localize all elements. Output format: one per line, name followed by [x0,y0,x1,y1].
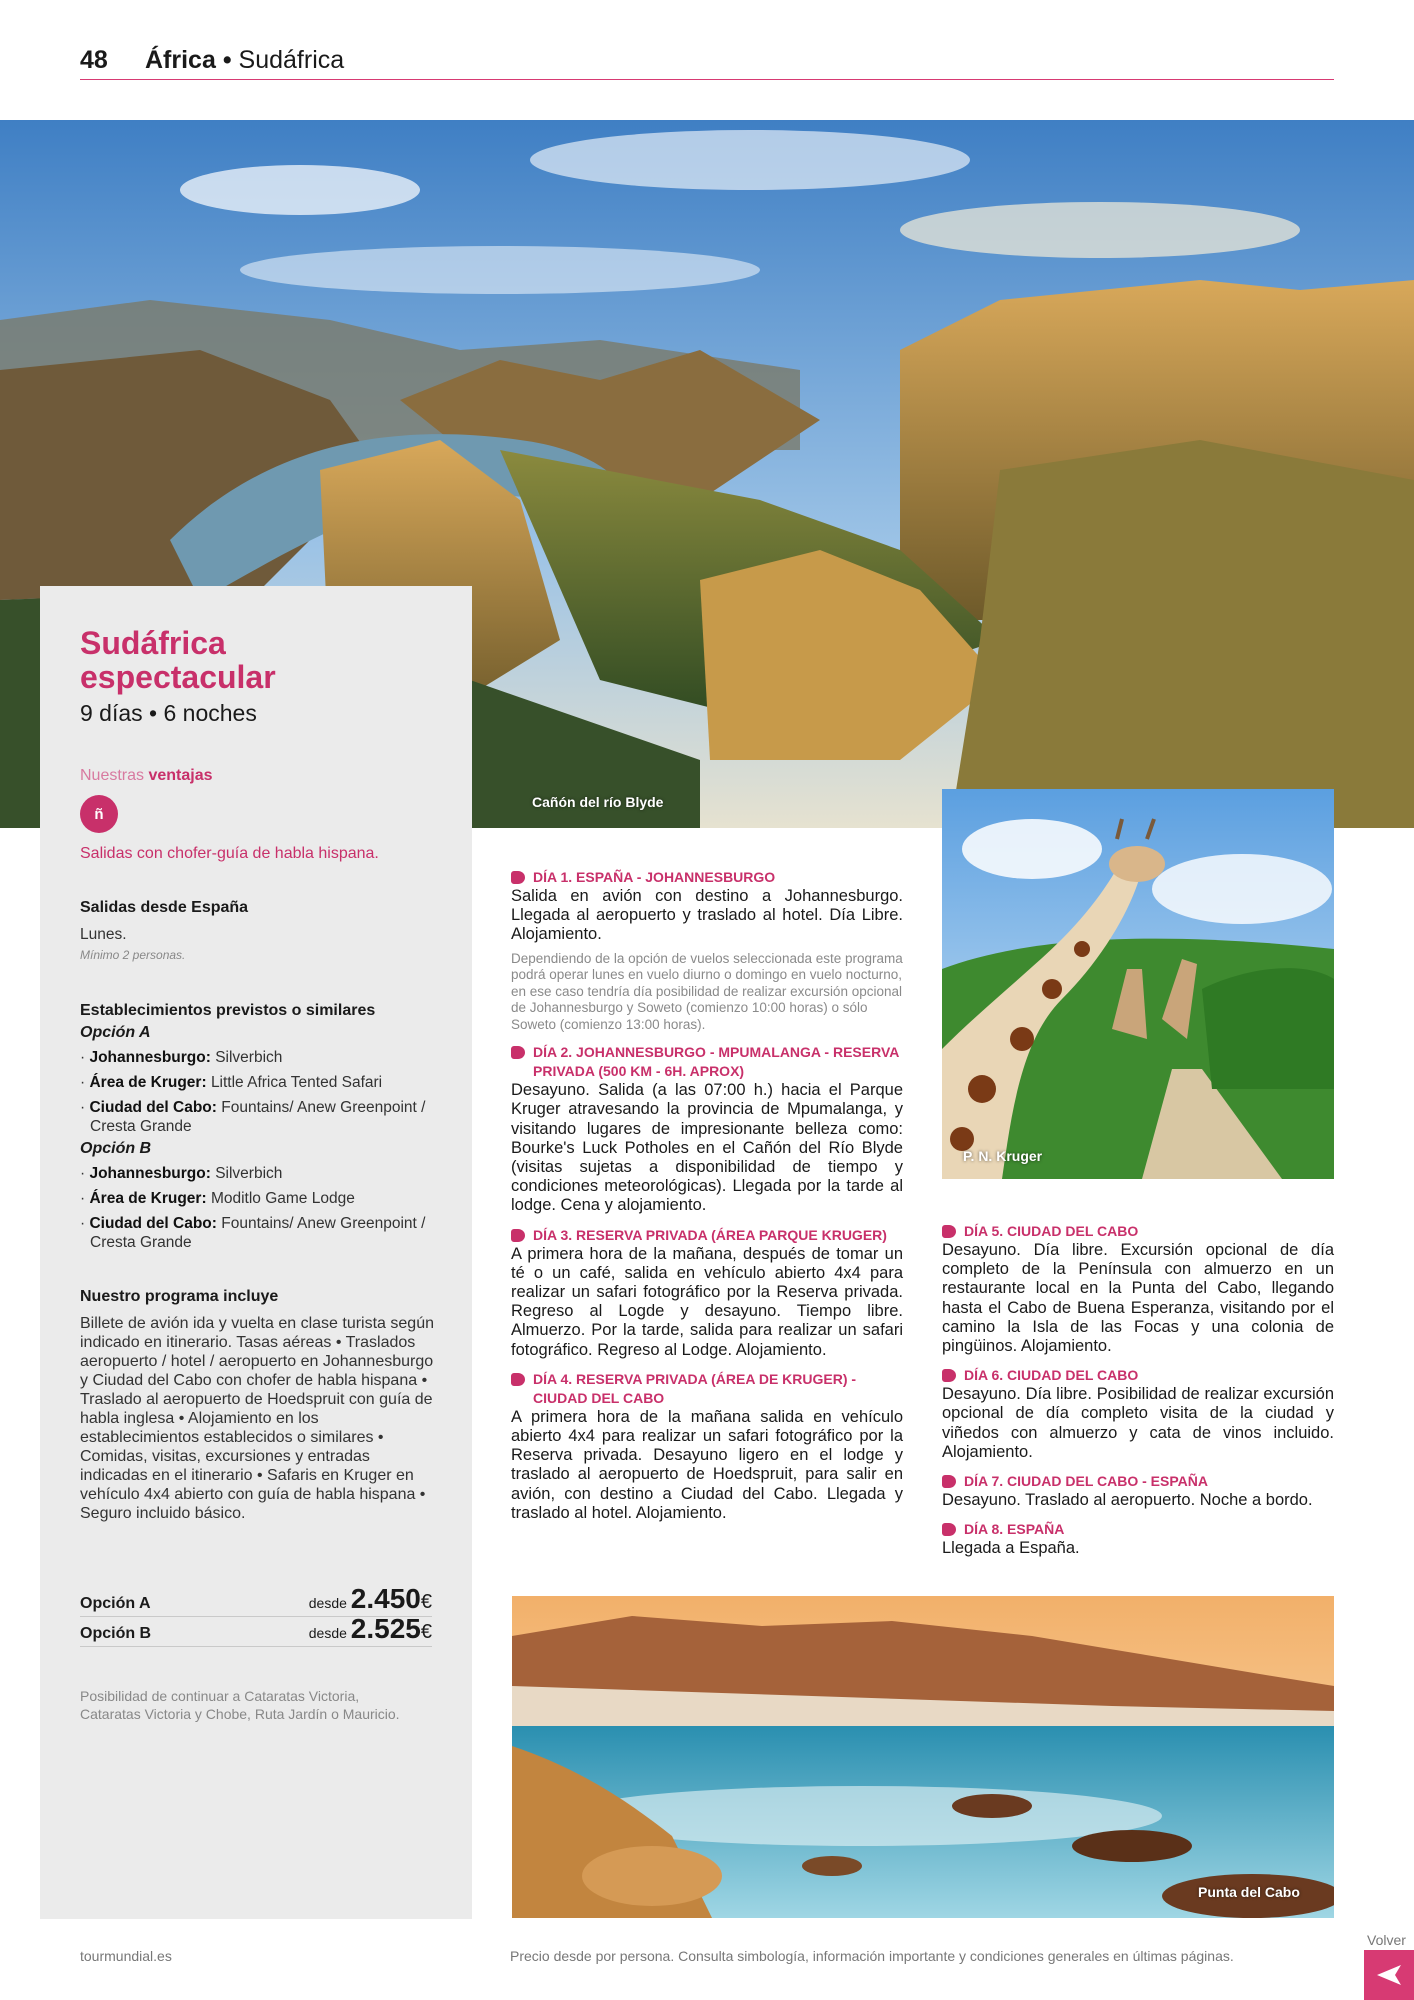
itinerary-column-2 [942,1222,1334,1558]
hero-caption: Cañón del río Blyde [532,794,664,810]
option-b-label: Opción B [80,1140,152,1157]
includes-heading: Nuestro programa incluye [80,1288,279,1305]
day-note: Dependiendo de la opción de vuelos seleccionada este programa podrá operar lunes en vuelo diurno o domingo en vuelo nocturno, en ese caso tendría día posibilidad de realizar excursión opcional de Johannesburgo y Soweto (comienzo 10:00 horas) o sólo Soweto (comienzo 13:00 horas). [511,950,903,1032]
page-number: 48 [80,46,108,74]
day-text: A primera hora de la mañana salida en vehículo abierto 4x4 para realizar un safari fotográfico por la Reserva privada. Desayuno ligero en el lodge y traslado al aeropuerto de Hoedspruit, para salir en avión, con destino a Ciudad del Cabo. Llegada y traslado al hotel. Alojamiento. [511,1407,903,1522]
departures-minimum: Mínimo 2 personas. [80,948,186,962]
hotel-item: · Ciudad del Cabo: Fountains/ Anew Greenpoint / Cresta Grande [80,1099,426,1135]
day-text: A primera hora de la mañana, después de tomar un té o un café, salida en vehículo abierto 4x4 para realizar un safari fotográfico por la Reserva privada. Regreso al Logde y desayuno. Tiempo libre. Almuerzo. Por la tarde, salida para realizar un safari fotográfico. Regreso al Lodge. Alojamiento. [511,1244,903,1359]
day-heading: DÍA 8. ESPAÑA [942,1520,1334,1539]
cape-caption: Punta del Cabo [1198,1884,1300,1900]
region-name: África [145,46,216,74]
hotel-item: · Johannesburgo: Silverbich [80,1165,283,1182]
cape-point-photo [512,1596,1334,1918]
separator: • [222,46,232,74]
giraffe-photo [942,789,1334,1179]
day-heading: DÍA 5. CIUDAD DEL CABO [942,1222,1334,1241]
advantages-label-bold: ventajas [148,767,213,784]
country-name: Sudáfrica [238,46,345,74]
day-heading: DÍA 1. ESPAÑA - JOHANNESBURGO [511,868,903,887]
price-value: desde 2.450€ [308,1583,432,1614]
day-text: Desayuno. Traslado al aeropuerto. Noche a bordo. [942,1491,1313,1510]
hotel-item: · Área de Kruger: Little Africa Tented Safari [80,1074,383,1091]
extensions-note: Posibilidad de continuar a Cataratas Victoria, Cataratas Victoria y Chobe, Ruta Jardín o Mauricio. [80,1688,400,1722]
price-label: Opción B [80,1625,152,1642]
back-arrow-icon [1375,1963,1403,1987]
day-text: Llegada a España. [942,1539,1080,1558]
advantages-label [80,767,472,785]
departures-heading: Salidas desde España [80,899,249,916]
day-heading: DÍA 2. JOHANNESBURGO - MPUMALANGA - RESERVA PRIVADA (500 KM - 6H. APROX) [511,1043,903,1081]
advantages-label-light: Nuestras [80,767,145,784]
trip-title: Sudáfrica espectacular [80,625,276,695]
section-title [145,46,344,75]
site-link[interactable]: tourmundial.es [80,1948,172,1964]
disclaimer: Precio desde por persona. Consulta simbología, información importante y condiciones generales en últimas páginas. [510,1948,1234,1964]
spanish-guide-icon: ñ [80,795,118,833]
day-heading: DÍA 3. RESERVA PRIVADA (ÁREA PARQUE KRUGER) [511,1226,903,1245]
trip-summary-panel [40,586,472,1919]
price-row [80,1613,432,1647]
price-table [80,1583,432,1647]
day-heading: DÍA 4. RESERVA PRIVADA (ÁREA DE KRUGER) - CIUDAD DEL CABO [511,1370,903,1408]
day-heading: DÍA 6. CIUDAD DEL CABO [942,1366,1334,1385]
back-button[interactable] [1364,1950,1414,2000]
departures-day: Lunes. [80,926,127,943]
hotel-item: · Área de Kruger: Moditlo Game Lodge [80,1190,355,1207]
day-text: Desayuno. Día libre. Excursión opcional de día completo de la Península con almuerzo en un restaurante local en la Punta del Cabo, llegando hasta el Cabo de Buena Esperanza, visitando por el camino la Isla de las Focas y una colonia de pingüinos. Alojamiento. [942,1241,1334,1356]
giraffe-caption: P. N. Kruger [963,1148,1043,1164]
day-text: Desayuno. Salida (a las 07:00 h.) hacia el Parque Kruger atravesando la provincia de Mpumalanga, y visitando lugares de impresionante belleza como: Bourke's Luck Potholes en el Cañón del Río Blyde (visitas sujetas a disponibilidad de tiempo y condiciones meteorológicas). Llegada por la tarde al lodge. Cena y alojamiento. [511,1081,903,1215]
advantage-text: Salidas con chofer-guía de habla hispana. [80,845,379,862]
hotel-item: · Ciudad del Cabo: Fountains/ Anew Greenpoint / Cresta Grande [80,1215,426,1251]
back-label[interactable]: Volver [1367,1932,1406,1948]
day-text: Desayuno. Día libre. Posibilidad de realizar excursión opcional de día completo visita de la ciudad y viñedos con almuerzo y cata de vinos incluido. Alojamiento. [942,1385,1334,1461]
day-text: Salida en avión con destino a Johannesburgo. Llegada al aeropuerto y traslado al hotel. Día Libre. Alojamiento. [511,887,903,944]
trip-duration: 9 días • 6 noches [80,700,257,726]
itinerary-column-1 [511,868,903,1523]
page-header [80,46,1334,80]
includes-text: Billete de avión ida y vuelta en clase turista según indicado en itinerario. Tasas aéreas • Traslados aeropuerto / hotel / aeropuerto en Johannesburgo y Ciudad del Cabo con chofer de habla hispana • Traslado al aeropuerto de Hoedspruit con guía de habla inglesa • Alojamiento en los establecimientos establecidos o similares • Comidas, visitas, excursiones y entradas indicadas en el itinerario • Safaris en Kruger en vehículo 4x4 abierto con guía de habla hispana • Seguro incluido básico. [80,1315,434,1522]
day-heading: DÍA 7. CIUDAD DEL CABO - ESPAÑA [942,1472,1334,1491]
hotel-item: · Johannesburgo: Silverbich [80,1049,283,1066]
price-value: desde 2.525€ [308,1613,432,1644]
hotels-heading: Establecimientos previstos o similares [80,1002,376,1019]
option-a-label: Opción A [80,1024,151,1041]
price-label: Opción A [80,1595,151,1612]
